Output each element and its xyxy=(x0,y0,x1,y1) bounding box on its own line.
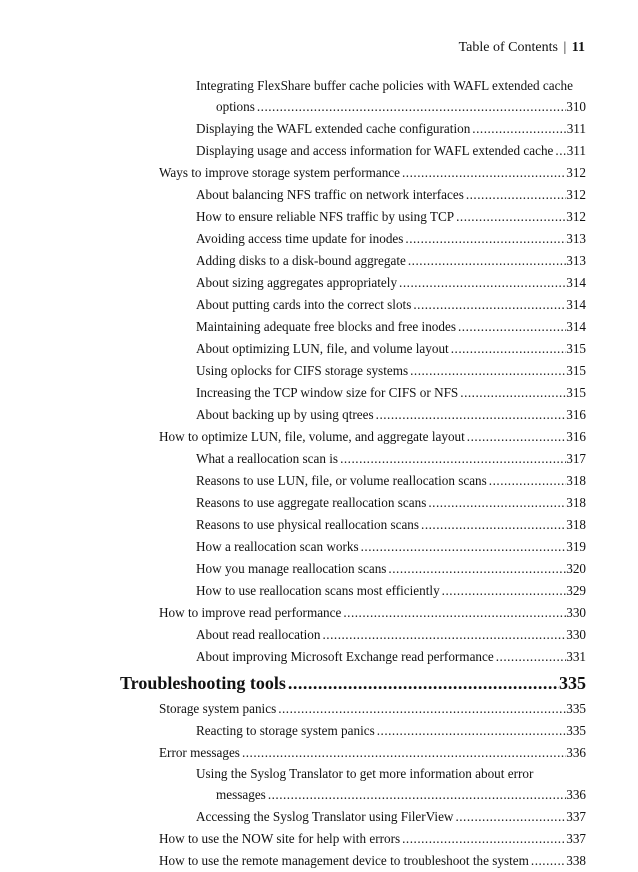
toc-entry[interactable] xyxy=(0,806,638,828)
dot-leader xyxy=(266,784,566,806)
dot-leader xyxy=(458,382,566,404)
dot-leader xyxy=(403,228,566,250)
toc-entry[interactable] xyxy=(0,76,638,96)
dot-leader xyxy=(426,492,566,514)
toc-entry[interactable] xyxy=(0,316,638,338)
toc-entry-page: 318 xyxy=(566,517,586,532)
toc-entry-page: 331 xyxy=(566,649,586,664)
dot-leader xyxy=(341,602,566,624)
toc-entry-row xyxy=(196,140,586,162)
toc-entry[interactable] xyxy=(0,360,638,382)
toc-entry-title: What a reallocation scan is xyxy=(196,451,339,466)
toc-entry-page: 311 xyxy=(566,143,586,158)
toc-entry-page: 314 xyxy=(566,297,586,312)
toc-entry-row xyxy=(196,206,586,228)
dot-leader xyxy=(406,250,566,272)
toc-entry[interactable] xyxy=(0,698,638,720)
toc-entry-row xyxy=(196,404,586,426)
toc-entry-row xyxy=(196,338,586,360)
toc-entry-row xyxy=(159,850,586,872)
header-page-number: 11 xyxy=(571,40,585,55)
dot-leader xyxy=(397,272,566,294)
dot-leader xyxy=(255,96,566,118)
toc-entry-row xyxy=(216,784,586,806)
toc-entry-page: 320 xyxy=(566,561,586,576)
toc-entry-title: How to use the remote management device to troubleshoot the system xyxy=(159,853,529,868)
toc-entry[interactable] xyxy=(0,492,638,514)
toc-entry-page: 318 xyxy=(566,473,586,488)
toc-entry-title: Increasing the TCP window size for CIFS or NFS xyxy=(196,385,459,400)
toc-entry-row xyxy=(196,294,586,316)
toc-entry[interactable] xyxy=(0,580,638,602)
toc-entry-page: 316 xyxy=(566,407,586,422)
toc-entry-row xyxy=(120,668,586,698)
toc-entry-title: Reasons to use aggregate reallocation scans xyxy=(196,495,427,510)
toc-entry-title: About read reallocation xyxy=(196,627,321,642)
toc-entry-title: Avoiding access time update for inodes xyxy=(196,231,404,246)
dot-leader xyxy=(386,558,566,580)
toc-entry-row xyxy=(196,646,586,668)
toc-entry-row xyxy=(196,720,586,742)
dot-leader xyxy=(359,536,567,558)
dot-leader xyxy=(321,624,567,646)
toc-entry[interactable] xyxy=(0,338,638,360)
dot-leader xyxy=(449,338,566,360)
dot-leader xyxy=(400,162,566,184)
toc-entry[interactable] xyxy=(0,382,638,404)
toc-entry-page: 336 xyxy=(566,745,586,760)
dot-leader xyxy=(464,184,566,206)
dot-leader xyxy=(400,828,566,850)
toc-entry-row xyxy=(196,118,586,140)
toc-entry-row xyxy=(196,806,586,828)
header-section: Table of Contents xyxy=(458,40,558,55)
toc-entry[interactable] xyxy=(0,742,638,764)
toc-entry-page: 329 xyxy=(566,583,586,598)
toc-entry-row xyxy=(196,382,586,404)
toc-entry-title: How you manage reallocation scans xyxy=(196,561,387,576)
toc-entry-row xyxy=(196,514,586,536)
toc-entry-title: How to optimize LUN, file, volume, and aggregate layout xyxy=(159,429,465,444)
toc-entry-title: How to improve read performance xyxy=(159,605,342,620)
toc-entry-page: 311 xyxy=(566,121,586,136)
dot-leader xyxy=(553,140,566,162)
toc-entry-page: 314 xyxy=(566,319,586,334)
toc-entry[interactable] xyxy=(0,850,638,872)
dot-leader xyxy=(453,806,566,828)
toc-entry-row xyxy=(159,828,586,850)
toc-entry-page: 337 xyxy=(566,809,586,824)
toc-entry-title: How to use reallocation scans most efficiently xyxy=(196,583,440,598)
toc-entry-page: 315 xyxy=(566,341,586,356)
dot-leader xyxy=(456,316,566,338)
header-separator: | xyxy=(563,40,567,55)
toc-entry[interactable] xyxy=(0,294,638,316)
dot-leader xyxy=(408,360,566,382)
toc-entry[interactable] xyxy=(0,720,638,742)
dot-leader xyxy=(494,646,567,668)
toc-entry[interactable] xyxy=(0,228,638,250)
toc-entry-title: About putting cards into the correct slots xyxy=(196,297,412,312)
toc-entry-title: How a reallocation scan works xyxy=(196,539,359,554)
dot-leader xyxy=(411,294,566,316)
toc-entry-row xyxy=(196,316,586,338)
toc-entry[interactable] xyxy=(0,250,638,272)
toc-entry-title: Adding disks to a disk-bound aggregate xyxy=(196,253,406,268)
toc-entry[interactable] xyxy=(0,426,638,448)
toc-entry-title: Accessing the Syslog Translator using FilerView xyxy=(196,809,454,824)
toc-entry-row xyxy=(196,580,586,602)
toc-entry-title: Using the Syslog Translator to get more information about error xyxy=(196,766,534,781)
toc-entry-page: 318 xyxy=(566,495,586,510)
toc-entry[interactable] xyxy=(0,448,638,470)
toc-entry-page: 319 xyxy=(566,539,586,554)
toc-entry-page: 335 xyxy=(559,673,586,693)
toc-entry-title: About balancing NFS traffic on network interfaces xyxy=(196,187,464,202)
dot-leader xyxy=(440,580,567,602)
toc-entry[interactable] xyxy=(0,602,638,624)
toc-entry-row xyxy=(159,742,586,764)
toc-entry-title: Ways to improve storage system performance xyxy=(159,165,400,180)
toc-entry-title: About optimizing LUN, file, and volume layout xyxy=(196,341,449,356)
dot-leader xyxy=(374,404,567,426)
toc-entry-page: 313 xyxy=(566,253,586,268)
toc-entry-page: 313 xyxy=(566,231,586,246)
toc-entry[interactable] xyxy=(0,514,638,536)
table-of-contents xyxy=(0,76,638,872)
dot-leader xyxy=(419,514,566,536)
toc-entry-page: 330 xyxy=(566,627,586,642)
toc-entry[interactable] xyxy=(0,558,638,580)
toc-entry-title: options xyxy=(216,99,255,114)
dot-leader xyxy=(529,850,566,872)
toc-entry-page: 312 xyxy=(566,187,586,202)
toc-entry-page: 312 xyxy=(566,209,586,224)
toc-entry-row xyxy=(196,624,586,646)
toc-entry-page: 338 xyxy=(566,853,586,868)
toc-entry-row xyxy=(196,360,586,382)
toc-entry-row xyxy=(196,228,586,250)
toc-entry-title: Using oplocks for CIFS storage systems xyxy=(196,363,409,378)
toc-entry-row xyxy=(196,448,586,470)
toc-entry-title: Error messages xyxy=(159,745,240,760)
toc-entry-row xyxy=(196,272,586,294)
dot-leader xyxy=(487,470,566,492)
toc-entry-page: 314 xyxy=(566,275,586,290)
dot-leader xyxy=(286,668,559,698)
toc-entry-title: Displaying the WAFL extended cache configuration xyxy=(196,121,471,136)
toc-entry[interactable] xyxy=(0,206,638,228)
toc-entry-title: Reacting to storage system panics xyxy=(196,723,375,738)
dot-leader xyxy=(375,720,566,742)
toc-entry-title: About improving Microsoft Exchange read performance xyxy=(196,649,494,664)
toc-entry[interactable] xyxy=(0,96,638,118)
toc-entry-page: 336 xyxy=(566,787,586,802)
toc-entry-page: 335 xyxy=(566,723,586,738)
toc-entry-row xyxy=(159,426,586,448)
toc-entry-page: 312 xyxy=(566,165,586,180)
toc-entry-page: 315 xyxy=(566,385,586,400)
toc-entry[interactable] xyxy=(0,118,638,140)
toc-entry-row xyxy=(159,162,586,184)
toc-entry-page: 330 xyxy=(566,605,586,620)
toc-entry[interactable] xyxy=(0,404,638,426)
toc-entry-title: Storage system panics xyxy=(159,701,277,716)
toc-entry[interactable] xyxy=(0,184,638,206)
toc-entry-row xyxy=(196,558,586,580)
toc-entry[interactable] xyxy=(0,784,638,806)
dot-leader xyxy=(454,206,566,228)
toc-entry-row xyxy=(196,250,586,272)
toc-entry-page: 310 xyxy=(566,99,586,114)
toc-entry[interactable] xyxy=(0,536,638,558)
toc-entry[interactable] xyxy=(0,272,638,294)
toc-entry-row xyxy=(196,470,586,492)
toc-entry-row xyxy=(196,492,586,514)
dot-leader xyxy=(465,426,566,448)
running-header xyxy=(459,40,585,56)
toc-entry[interactable] xyxy=(0,162,638,184)
toc-entry-row xyxy=(216,96,586,118)
dot-leader xyxy=(240,742,566,764)
toc-entry-row xyxy=(159,602,586,624)
toc-entry-title: About backing up by using qtrees xyxy=(196,407,374,422)
toc-entry[interactable] xyxy=(0,764,638,784)
toc-entry-title: messages xyxy=(216,787,266,802)
toc-entry[interactable] xyxy=(0,470,638,492)
toc-entry[interactable] xyxy=(0,828,638,850)
toc-entry-page: 315 xyxy=(566,363,586,378)
toc-entry-page: 335 xyxy=(566,701,586,716)
toc-entry-page: 337 xyxy=(566,831,586,846)
toc-entry[interactable] xyxy=(0,668,638,698)
toc-entry-title: Maintaining adequate free blocks and free inodes xyxy=(196,319,456,334)
toc-entry[interactable] xyxy=(0,624,638,646)
dot-leader xyxy=(470,118,566,140)
toc-entry-page: 317 xyxy=(566,451,586,466)
toc-entry[interactable] xyxy=(0,140,638,162)
toc-entry-row xyxy=(196,536,586,558)
toc-entry-row xyxy=(196,184,586,206)
toc-entry-title: Reasons to use physical reallocation scans xyxy=(196,517,420,532)
toc-entry-row xyxy=(159,698,586,720)
toc-entry-title: About sizing aggregates appropriately xyxy=(196,275,398,290)
toc-entry-title: How to ensure reliable NFS traffic by using TCP xyxy=(196,209,455,224)
toc-entry-page: 316 xyxy=(566,429,586,444)
toc-entry-title: How to use the NOW site for help with errors xyxy=(159,831,401,846)
toc-entry-title: Displaying usage and access information for WAFL extended cache xyxy=(196,143,554,158)
toc-entry-title: Reasons to use LUN, file, or volume reallocation scans xyxy=(196,473,487,488)
dot-leader xyxy=(338,448,566,470)
toc-entry-title: Troubleshooting tools xyxy=(120,673,286,693)
toc-entry[interactable] xyxy=(0,646,638,668)
toc-entry-title: Integrating FlexShare buffer cache policies with WAFL extended cache xyxy=(196,78,573,93)
dot-leader xyxy=(276,698,566,720)
